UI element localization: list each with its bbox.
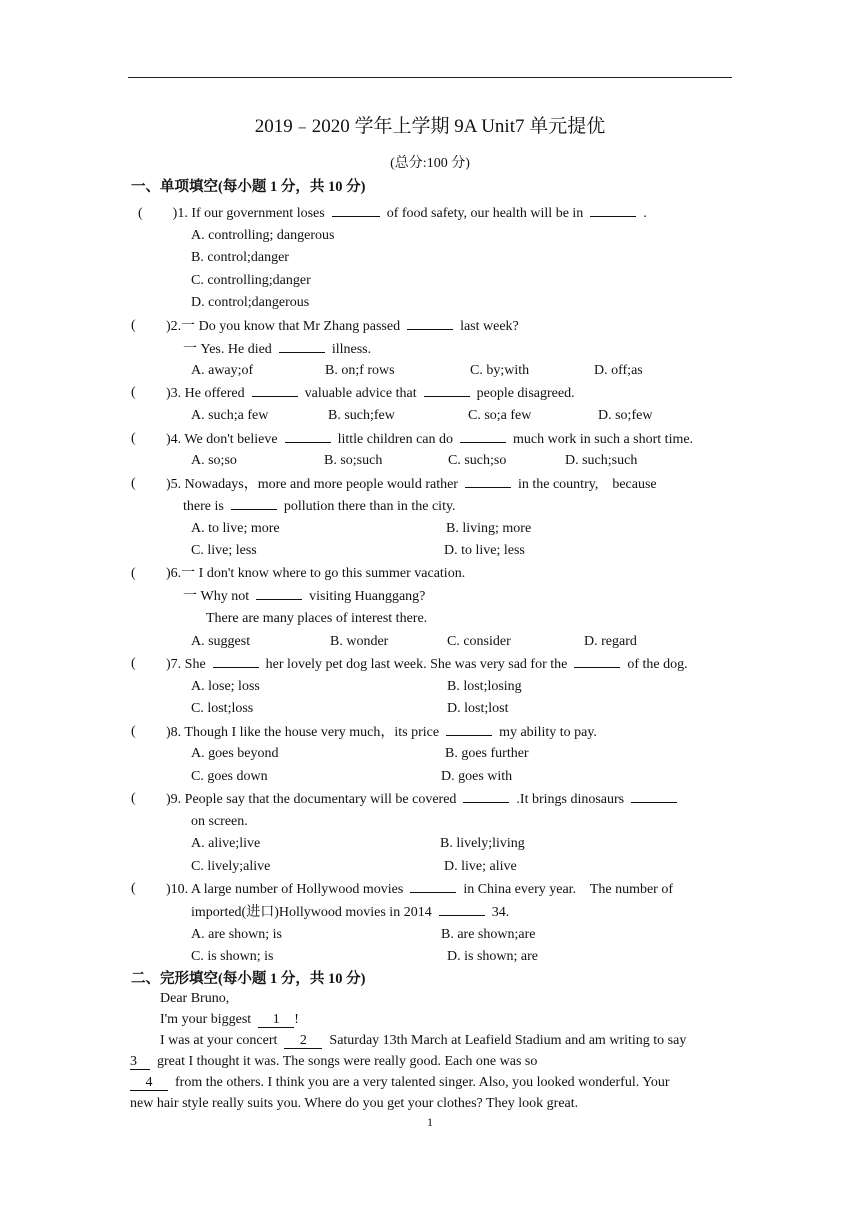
option: C. consider xyxy=(447,634,511,649)
option: A. controlling; dangerous xyxy=(191,228,335,243)
answer-paren: ( xyxy=(138,206,143,221)
answer-blank xyxy=(213,655,259,668)
cloze-blank: 3 xyxy=(130,1054,150,1070)
answer-paren: ( xyxy=(131,881,136,896)
option: C. goes down xyxy=(191,769,268,784)
question-5-cont: there is pollution there than in the city. xyxy=(183,499,456,514)
option: B. such;few xyxy=(328,408,395,423)
option: C. lost;loss xyxy=(191,701,254,716)
answer-blank xyxy=(446,723,492,736)
option: B. control;danger xyxy=(191,250,289,265)
option: A. goes beyond xyxy=(191,746,279,761)
option: A. lose; loss xyxy=(191,679,260,694)
option: D. off;as xyxy=(594,363,643,378)
option: C. by;with xyxy=(470,363,530,378)
answer-paren: ( xyxy=(131,431,136,446)
option: B. lost;losing xyxy=(447,679,522,694)
section-heading-1: 一、单项填空(每小题 1 分，共 10 分) xyxy=(131,179,366,195)
option: D. lost;lost xyxy=(447,701,509,716)
option: D. regard xyxy=(584,634,637,649)
answer-blank xyxy=(279,340,325,353)
answer-blank xyxy=(590,204,636,217)
option: B. goes further xyxy=(445,746,529,761)
option: B. on;f rows xyxy=(325,363,395,378)
answer-blank xyxy=(410,880,456,893)
answer-blank xyxy=(231,497,277,510)
question-10-cont: imported(进口)Hollywood movies in 2014 34. xyxy=(191,905,510,920)
answer-paren: ( xyxy=(131,724,136,739)
answer-blank xyxy=(574,655,620,668)
answer-blank xyxy=(256,587,302,600)
cloze-blank: 4 xyxy=(130,1075,168,1091)
option: C. so;a few xyxy=(468,408,532,423)
option: D. is shown; are xyxy=(447,949,538,964)
answer-blank xyxy=(463,790,509,803)
section-heading-2: 二、完形填空(每小题 1 分，共 10 分) xyxy=(131,971,366,987)
page-title: 2019﹣2020 学年上学期 9A Unit7 单元提优 xyxy=(254,116,606,137)
question-10: )10. A large number of Hollywood movies in China every year. The number of xyxy=(166,882,674,897)
option: A. alive;live xyxy=(191,836,261,851)
page-number: 1 xyxy=(427,1115,433,1129)
answer-blank xyxy=(424,384,470,397)
cloze-blank: 2 xyxy=(284,1033,322,1049)
question-7: )7. She her lovely pet dog last week. She was very sad for the of the dog. xyxy=(166,657,688,672)
answer-blank xyxy=(285,430,331,443)
passage-line: 3 great I thought it was. The songs were really good. Each one was so xyxy=(130,1054,538,1069)
passage-line: 4 from the others. I think you are a very talented singer. Also, you looked wonderful. Your xyxy=(130,1074,670,1092)
question-3: )3. He offered valuable advice that people disagreed. xyxy=(166,386,575,401)
option: D. such;such xyxy=(565,453,638,468)
letter-greeting: Dear Bruno, xyxy=(160,991,230,1006)
option: C. such;so xyxy=(448,453,507,468)
question-2: )2.一 Do you know that Mr Zhang passed last week? xyxy=(166,319,519,334)
option: B. so;such xyxy=(324,453,383,468)
answer-paren: ( xyxy=(131,566,136,581)
answer-blank xyxy=(252,384,298,397)
answer-blank xyxy=(631,790,677,803)
question-4: )4. We don't believe little children can do much work in such a short time. xyxy=(166,432,694,447)
option: D. to live; less xyxy=(444,543,525,558)
option: A. so;so xyxy=(191,453,237,468)
cloze-blank: 1 xyxy=(258,1012,294,1028)
option: A. to live; more xyxy=(191,521,280,536)
option: A. are shown; is xyxy=(191,927,282,942)
option: B. lively;living xyxy=(440,836,525,851)
question-9: )9. People say that the documentary will be covered .It brings dinosaurs xyxy=(166,790,677,809)
option: D. goes with xyxy=(441,769,513,784)
answer-blank xyxy=(407,317,453,330)
answer-paren: ( xyxy=(131,476,136,491)
question-6-reply: 一 Why not visiting Huanggang? xyxy=(183,589,426,604)
answer-paren: ( xyxy=(131,791,136,806)
option: B. wonder xyxy=(330,634,389,649)
passage-line: new hair style really suits you. Where do you get your clothes? They look great. xyxy=(130,1096,579,1111)
header-rule xyxy=(128,77,732,78)
question-9-cont: on screen. xyxy=(191,814,248,829)
option: A. such;a few xyxy=(191,408,269,423)
option: C. lively;alive xyxy=(191,859,271,874)
total-score: (总分:100 分) xyxy=(390,156,470,171)
option: D. control;dangerous xyxy=(191,295,310,310)
option: A. suggest xyxy=(191,634,251,649)
question-8: )8. Though I like the house very much，its price my ability to pay. xyxy=(166,725,597,740)
answer-paren: ( xyxy=(131,318,136,333)
answer-blank xyxy=(465,475,511,488)
question-6-cont: There are many places of interest there. xyxy=(206,611,428,626)
option: D. live; alive xyxy=(444,859,517,874)
answer-blank xyxy=(439,903,485,916)
passage-line: I'm your biggest 1 ! xyxy=(160,1012,299,1027)
option: C. controlling;danger xyxy=(191,273,311,288)
question-1: ( )1. If our government loses of food safety, our health will be in . xyxy=(138,206,647,221)
answer-blank xyxy=(332,204,380,217)
option: D. so;few xyxy=(598,408,653,423)
option: B. living; more xyxy=(446,521,532,536)
answer-paren: ( xyxy=(131,385,136,400)
answer-blank xyxy=(460,430,506,443)
question-6: )6.一 I don't know where to go this summer vacation. xyxy=(166,566,466,581)
option: C. is shown; is xyxy=(191,949,274,964)
option: B. are shown;are xyxy=(441,927,536,942)
option: C. live; less xyxy=(191,543,257,558)
question-2-reply: 一 Yes. He died illness. xyxy=(183,342,372,357)
question-5: )5. Nowadays，more and more people would rather in the country, because xyxy=(166,477,657,492)
passage-line: I was at your concert 2 Saturday 13th March at Leafield Stadium and am writing to say xyxy=(160,1033,687,1048)
answer-paren: ( xyxy=(131,656,136,671)
option: A. away;of xyxy=(191,363,254,378)
